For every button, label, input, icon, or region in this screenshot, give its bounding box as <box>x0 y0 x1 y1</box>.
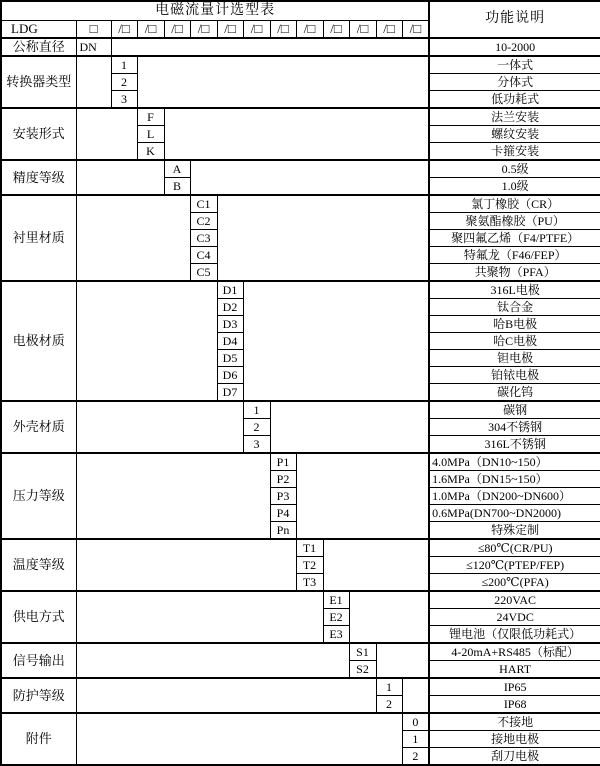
model-slot: /□ <box>376 21 402 39</box>
model-slot: /□ <box>243 21 270 39</box>
option-desc: 特殊定制 <box>429 522 600 540</box>
option-code: 2 <box>402 748 429 766</box>
group-label-accuracy: 精度等级 <box>1 160 76 195</box>
option-desc: 不接地 <box>429 713 600 731</box>
option-desc: IP68 <box>429 696 600 714</box>
option-code: D6 <box>217 367 243 384</box>
model-prefix: LDG <box>1 21 76 39</box>
spacer-cell <box>270 401 429 453</box>
option-code: D1 <box>217 281 243 299</box>
option-desc: 共聚物（PFA） <box>429 264 600 282</box>
option-desc: 接地电极 <box>429 731 600 748</box>
spacer-cell <box>76 108 137 160</box>
group-label-lining-material: 衬里材质 <box>1 195 76 281</box>
spacer-cell <box>323 539 429 591</box>
model-slot: /□ <box>164 21 190 39</box>
spacer-cell <box>76 56 111 108</box>
option-code: D5 <box>217 350 243 367</box>
option-desc: 碳化钨 <box>429 384 600 402</box>
option-desc: 24VDC <box>429 609 600 626</box>
option-desc: 钽电极 <box>429 350 600 367</box>
option-code: C1 <box>190 195 217 213</box>
option-code: 1 <box>376 678 402 696</box>
option-code: F <box>137 108 164 126</box>
option-code: 1 <box>243 401 270 419</box>
option-code: C2 <box>190 213 217 230</box>
option-code: P1 <box>270 453 296 471</box>
group-label-accessories: 附件 <box>1 713 76 765</box>
option-code: T2 <box>296 557 323 574</box>
option-desc: 分体式 <box>429 74 600 91</box>
option-desc: 聚四氟乙烯（F4/PTFE） <box>429 230 600 247</box>
group-label-housing-material: 外壳材质 <box>1 401 76 453</box>
option-code: D7 <box>217 384 243 402</box>
option-code: P4 <box>270 505 296 522</box>
option-desc: 哈C电极 <box>429 333 600 350</box>
option-desc: 锂电池（仅限低功耗式） <box>429 626 600 644</box>
option-desc: 法兰安装 <box>429 108 600 126</box>
option-desc: 低功耗式 <box>429 91 600 109</box>
option-desc: 刮刀电极 <box>429 748 600 766</box>
option-code: L <box>137 126 164 143</box>
option-code: D3 <box>217 316 243 333</box>
option-code: E2 <box>323 609 349 626</box>
group-label-pressure-rating: 压力等级 <box>1 453 76 539</box>
option-desc: 哈B电极 <box>429 316 600 333</box>
model-slot: /□ <box>111 21 137 39</box>
group-label-protection-rating: 防护等级 <box>1 678 76 713</box>
option-code: 1 <box>402 731 429 748</box>
option-desc: ≤80℃(CR/PU) <box>429 539 600 557</box>
option-code: B <box>164 178 190 196</box>
option-code: C5 <box>190 264 217 282</box>
spacer-cell <box>76 591 323 643</box>
spacer-cell <box>217 195 429 281</box>
model-slot: /□ <box>323 21 349 39</box>
option-desc: 0.6MPa(DN700~DN2000) <box>429 505 600 522</box>
model-slot: /□ <box>349 21 376 39</box>
model-slot: /□ <box>402 21 429 39</box>
spacer-cell <box>402 678 429 713</box>
page-title: 电磁流量计选型表 <box>1 1 429 21</box>
model-slot: /□ <box>217 21 243 39</box>
option-code: 0 <box>402 713 429 731</box>
option-code: 3 <box>111 91 137 109</box>
spacer-cell <box>76 643 349 678</box>
option-desc: 特氟龙（F46/FEP） <box>429 247 600 264</box>
option-desc: 螺纹安装 <box>429 126 600 143</box>
option-desc: 4.0MPa（DN10~150） <box>429 453 600 471</box>
option-code: K <box>137 143 164 161</box>
spacer-cell <box>76 678 376 713</box>
option-desc: ≤120℃(PTEP/FEP) <box>429 557 600 574</box>
spacer-cell <box>190 160 429 195</box>
model-slot: /□ <box>270 21 296 39</box>
spacer-cell <box>76 195 190 281</box>
model-slot: /□ <box>190 21 217 39</box>
option-desc: 220VAC <box>429 591 600 609</box>
option-desc: 碳钢 <box>429 401 600 419</box>
spacer-cell <box>243 281 429 401</box>
option-code: C4 <box>190 247 217 264</box>
option-desc: 钛合金 <box>429 299 600 316</box>
model-slot: /□ <box>296 21 323 39</box>
option-desc: 10-2000 <box>429 38 600 56</box>
spacer-cell <box>76 160 164 195</box>
option-code: D2 <box>217 299 243 316</box>
option-code: C3 <box>190 230 217 247</box>
option-code: E3 <box>323 626 349 644</box>
model-slot: /□ <box>137 21 164 39</box>
function-description-header: 功能说明 <box>429 1 600 38</box>
group-label-temperature-rating: 温度等级 <box>1 539 76 591</box>
spacer-cell <box>137 56 429 108</box>
option-code: 1 <box>111 56 137 74</box>
option-code: 2 <box>376 696 402 714</box>
spacer-cell <box>76 281 217 401</box>
option-code: T1 <box>296 539 323 557</box>
option-code: T3 <box>296 574 323 592</box>
option-desc: 卡箍安装 <box>429 143 600 161</box>
spacer-cell <box>76 539 296 591</box>
group-label-electrode-material: 电极材质 <box>1 281 76 401</box>
option-code: 3 <box>243 436 270 454</box>
option-code: DN <box>76 38 111 56</box>
option-desc: 一体式 <box>429 56 600 74</box>
option-code: E1 <box>323 591 349 609</box>
spacer-cell <box>111 38 429 56</box>
option-desc: 聚氨酯橡胶（PU） <box>429 213 600 230</box>
option-desc: 氯丁橡胶（CR） <box>429 195 600 213</box>
option-code: 2 <box>111 74 137 91</box>
option-code: S2 <box>349 661 376 679</box>
option-desc: 1.0级 <box>429 178 600 196</box>
model-slot-dn: □ <box>76 21 111 39</box>
group-label-converter-type: 转换器类型 <box>1 56 76 108</box>
spacer-cell <box>164 108 429 160</box>
spacer-cell <box>349 591 429 643</box>
option-code: A <box>164 160 190 178</box>
option-desc: HART <box>429 661 600 679</box>
group-label-signal-output: 信号输出 <box>1 643 76 678</box>
option-desc: 316L电极 <box>429 281 600 299</box>
group-label-power-supply: 供电方式 <box>1 591 76 643</box>
group-label-installation: 安装形式 <box>1 108 76 160</box>
option-code: 2 <box>243 419 270 436</box>
spacer-cell <box>296 453 429 539</box>
spacer-cell <box>76 713 402 765</box>
option-code: P3 <box>270 488 296 505</box>
option-desc: 0.5级 <box>429 160 600 178</box>
option-desc: IP65 <box>429 678 600 696</box>
option-desc: ≤200℃(PFA) <box>429 574 600 592</box>
option-code: D4 <box>217 333 243 350</box>
option-desc: 316L不锈钢 <box>429 436 600 454</box>
option-desc: 304不锈钢 <box>429 419 600 436</box>
option-desc: 铂铱电极 <box>429 367 600 384</box>
spacer-cell <box>76 401 243 453</box>
option-code: P2 <box>270 471 296 488</box>
option-desc: 4-20mA+RS485（标配） <box>429 643 600 661</box>
option-desc: 1.0MPa（DN200~DN600） <box>429 488 600 505</box>
option-code: Pn <box>270 522 296 540</box>
option-code: S1 <box>349 643 376 661</box>
spacer-cell <box>76 453 270 539</box>
option-desc: 1.6MPa（DN15~150） <box>429 471 600 488</box>
spacer-cell <box>376 643 429 678</box>
group-label-nominal-diameter: 公称直径 <box>1 38 76 56</box>
